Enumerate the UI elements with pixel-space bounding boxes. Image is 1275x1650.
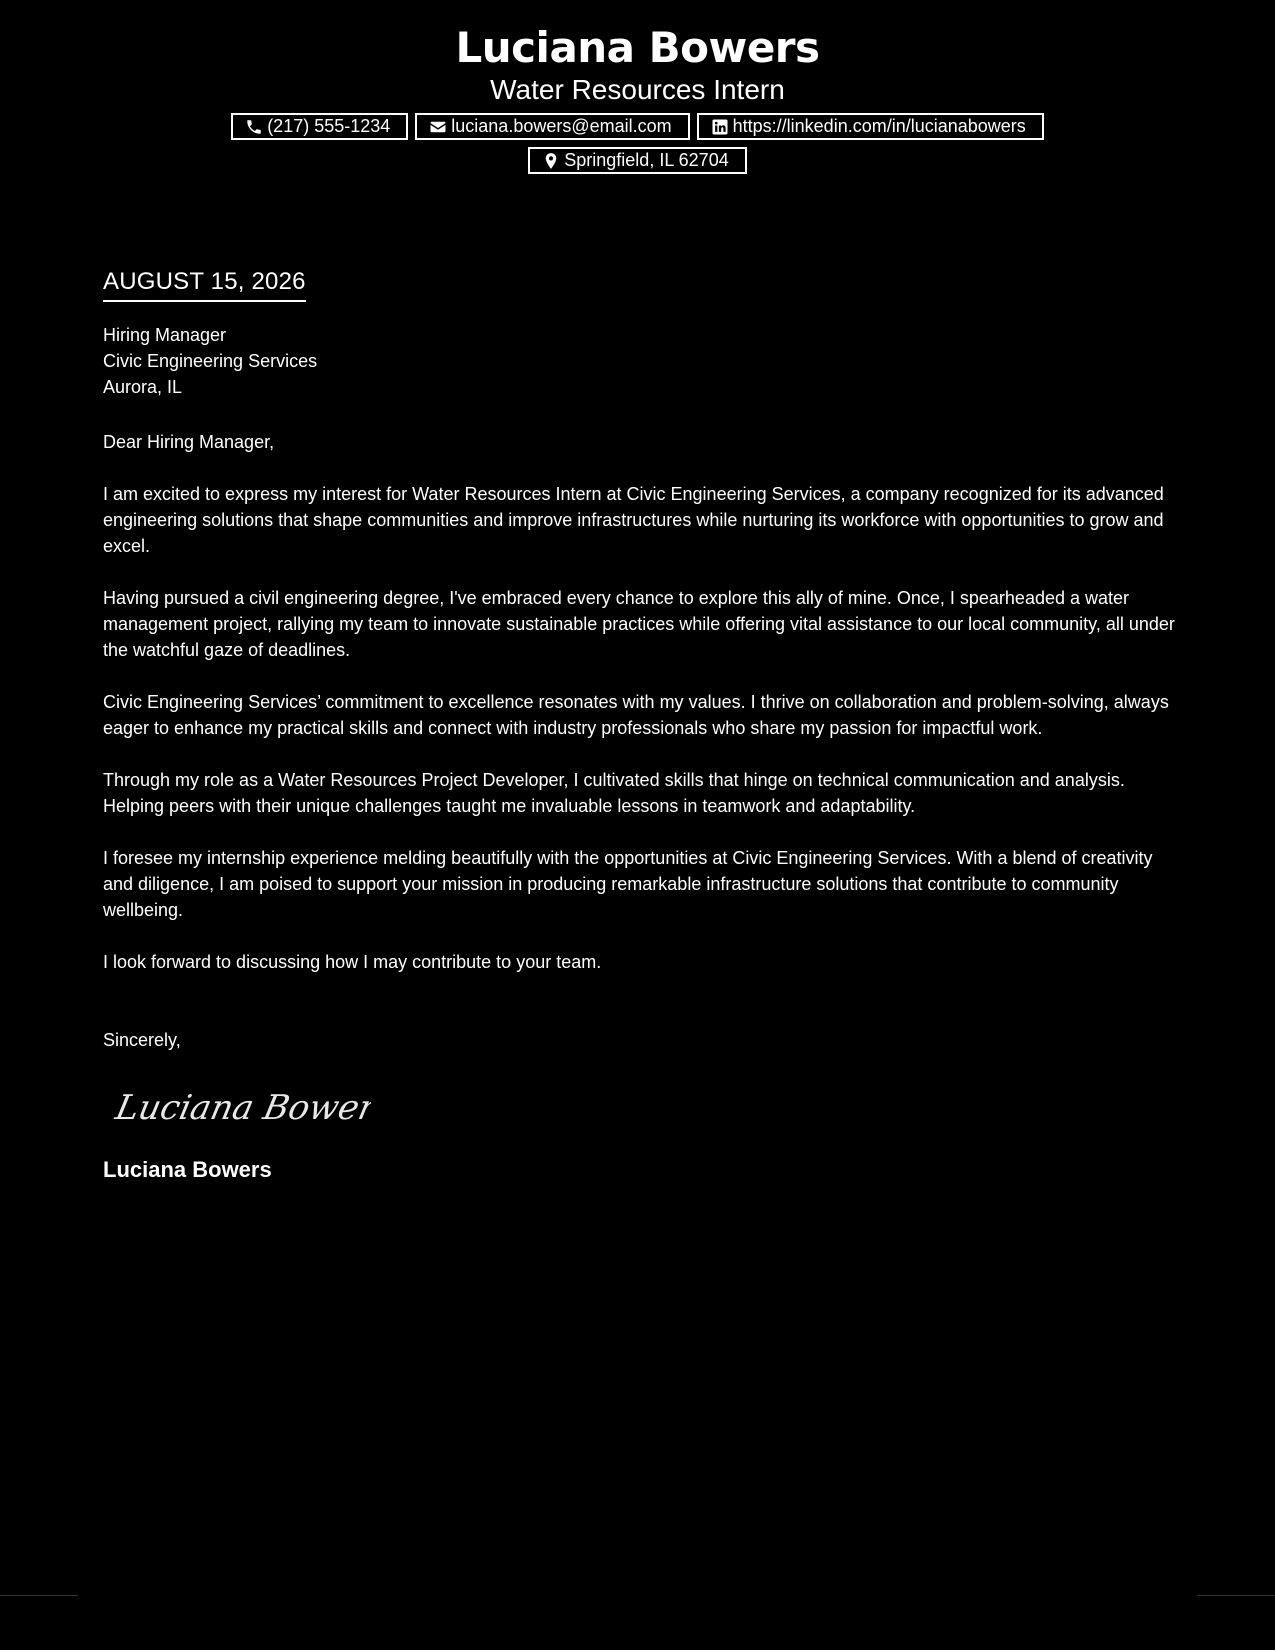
recipient-company: Civic Engineering Services: [103, 351, 318, 371]
phone-contact[interactable]: [231, 113, 408, 140]
signature-image: [111, 1077, 371, 1137]
location-contact: [528, 147, 746, 174]
signed-name: Luciana Bowers: [103, 1157, 272, 1182]
applicant-title: Water Resources Intern: [490, 74, 785, 105]
phone-text: (217) 555-1234: [267, 116, 391, 136]
map-pin-icon: [542, 152, 560, 170]
recipient-city: Aurora, IL: [103, 377, 183, 397]
letter-date: AUGUST 15, 2026: [103, 266, 306, 302]
linkedin-icon: [711, 118, 729, 136]
paragraph-5: I foresee my internship experience melding beautifully with the opportunities at Civic Engineering Services. With a blend of creativity and diligence, I am poised to support your mission in producing remarkable infrastructure solutions that contribute to community wellbeing.: [103, 848, 1153, 920]
phone-icon: [245, 118, 263, 136]
applicant-name: Luciana Bowers: [455, 23, 820, 72]
letter-header: [0, 22, 1275, 174]
linkedin-contact[interactable]: [697, 113, 1044, 140]
greeting: Dear Hiring Manager,: [103, 432, 275, 452]
paragraph-4: Through my role as a Water Resources Project Developer, I cultivated skills that hinge on technical communication and analysis. Helping peers with their unique challenges taught me invaluable lessons in teamwork and adaptability.: [103, 770, 1125, 816]
footer-divider-right: [1197, 1595, 1275, 1596]
email-text: luciana.bowers@email.com: [451, 116, 672, 136]
contact-row-1: [0, 113, 1275, 140]
recipient-name: Hiring Manager: [103, 325, 227, 345]
signature-text: Luciana Bowers: [112, 1088, 371, 1128]
letter-body: [103, 266, 1178, 1184]
linkedin-text: https://linkedin.com/in/lucianabowers: [732, 116, 1026, 136]
recipient-block: [103, 322, 1178, 400]
paragraph-6: I look forward to discussing how I may contribute to your team.: [103, 952, 602, 972]
paragraph-1: I am excited to express my interest for Water Resources Intern at Civic Engineering Services, a company recognized for its advanced engineering solutions that shape communities and improve infrastructures while nurturing its workforce with opportunities to grow and excel.: [103, 484, 1164, 556]
footer-divider-left: [0, 1595, 78, 1596]
contact-row-2: [0, 147, 1275, 174]
email-contact[interactable]: [415, 113, 689, 140]
closing: Sincerely,: [103, 1030, 181, 1050]
location-text: Springfield, IL 62704: [564, 150, 729, 170]
envelope-icon: [429, 118, 447, 136]
paragraph-3: Civic Engineering Services’ commitment to excellence resonates with my values. I thrive on collaboration and problem-solving, always eager to enhance my practical skills and connect with industry professionals who share my passion for impactful work.: [103, 692, 1169, 738]
paragraph-2: Having pursued a civil engineering degree, I've embraced every chance to explore this ally of mine. Once, I spearheaded a water management project, rallying my team to innovate sustainable practices while offering vital assistance to our local community, all under the watchful gaze of deadlines.: [103, 588, 1175, 660]
